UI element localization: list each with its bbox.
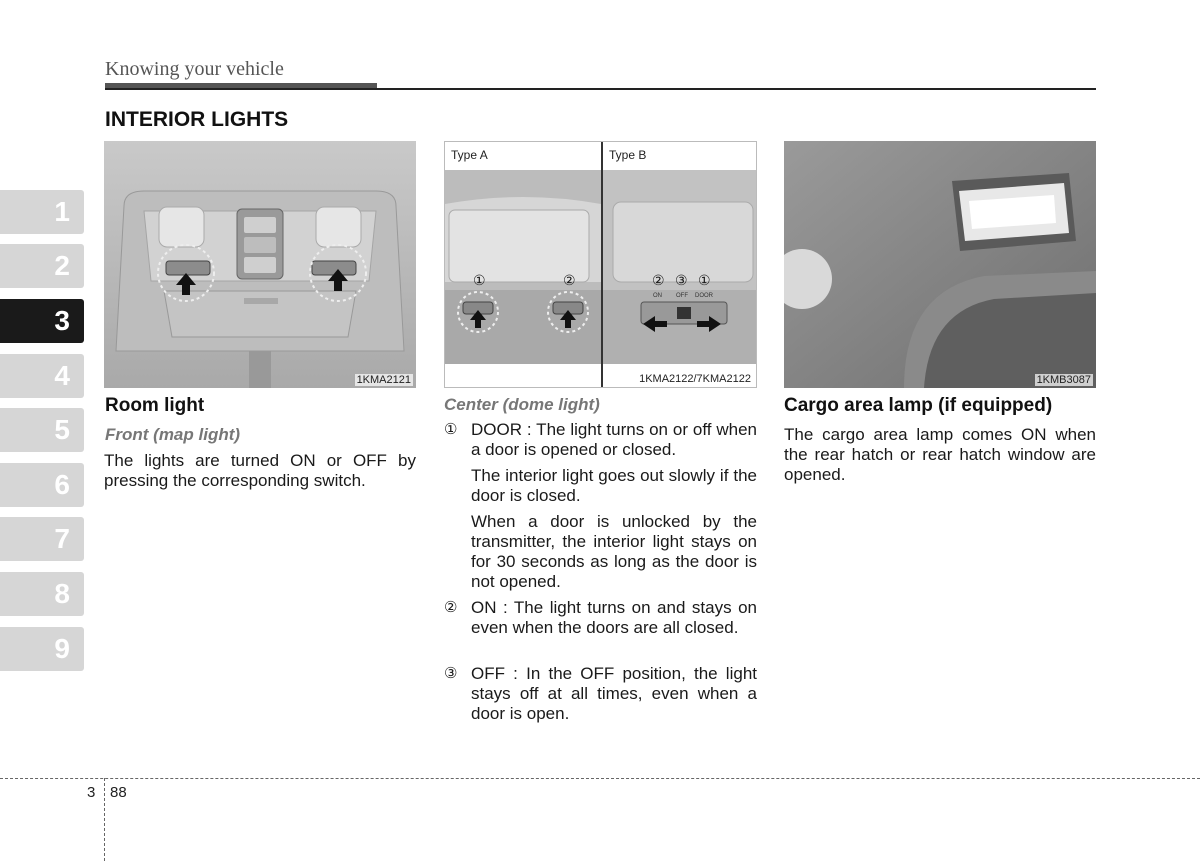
chapter-tab-9[interactable]: 9 — [0, 627, 84, 671]
switch-label-door: DOOR — [695, 293, 713, 299]
chapter-tab-3[interactable]: 3 — [0, 299, 84, 343]
chapter-tab-6[interactable]: 6 — [0, 463, 84, 507]
type-b-label: Type B — [609, 148, 647, 162]
type-a-label: Type A — [451, 148, 488, 162]
chapter-tab-1[interactable]: 1 — [0, 190, 84, 234]
cargo-lamp-photo — [784, 141, 1096, 388]
marker-3: ③ — [675, 272, 688, 288]
marker-1: ① — [698, 272, 711, 288]
chapter-tab-5[interactable]: 5 — [0, 408, 84, 452]
item-paragraph: ON : The light turns on and stays on even when the doors are all closed. — [471, 598, 757, 637]
figure-code: 1KMA2122/7KMA2122 — [639, 373, 751, 385]
room-light-heading: Room light — [105, 395, 205, 416]
dome-light-photo — [444, 141, 757, 388]
section-title: INTERIOR LIGHTS — [105, 108, 289, 131]
marker-2: ② — [563, 272, 576, 288]
page-chapter: 3 — [87, 784, 96, 801]
header-rule — [105, 88, 1096, 90]
switch-label-on: ON — [653, 293, 662, 299]
cargo-text: The cargo area lamp comes ON when the rear hatch or rear hatch window are opened. — [784, 425, 1096, 484]
page-number: 88 — [110, 784, 127, 801]
figure-code: 1KMA2121 — [356, 374, 411, 386]
item-number: ② — [444, 599, 458, 616]
item-paragraph: The interior light goes out slowly if the door is closed. — [471, 466, 757, 505]
marker-1: ① — [473, 272, 486, 288]
dome-item-door — [444, 420, 757, 598]
item-number: ① — [444, 421, 458, 438]
front-map-light-subheading: Front (map light) — [105, 425, 241, 444]
chapter-tab-4[interactable]: 4 — [0, 354, 84, 398]
running-header: Knowing your vehicle — [105, 58, 284, 80]
chapter-tab-7[interactable]: 7 — [0, 517, 84, 561]
cargo-heading: Cargo area lamp (if equipped) — [784, 395, 1053, 416]
marker-2: ② — [652, 272, 665, 288]
footer-divider — [104, 778, 105, 861]
dome-light-subheading: Center (dome light) — [444, 395, 600, 414]
footer-rule — [0, 778, 1200, 779]
chapter-tab-2[interactable]: 2 — [0, 244, 84, 288]
map-light-photo — [104, 141, 416, 388]
switch-label-off: OFF — [676, 293, 688, 299]
dome-item-off — [444, 664, 757, 730]
chapter-tab-8[interactable]: 8 — [0, 572, 84, 616]
room-light-text: The lights are turned ON or OFF by pressing the corresponding switch. — [104, 451, 416, 490]
item-paragraph: OFF : In the OFF position, the light stays off at all times, even when a door is open. — [471, 664, 757, 723]
figure-code: 1KMB3087 — [1036, 374, 1091, 386]
item-paragraph: When a door is unlocked by the transmitter, the interior light stays on for 30 seconds as long as the door is not opened. — [471, 512, 757, 591]
item-number: ③ — [444, 665, 458, 682]
item-paragraph: DOOR : The light turns on or off when a door is opened or closed. — [471, 420, 757, 459]
dome-item-on — [444, 598, 757, 644]
